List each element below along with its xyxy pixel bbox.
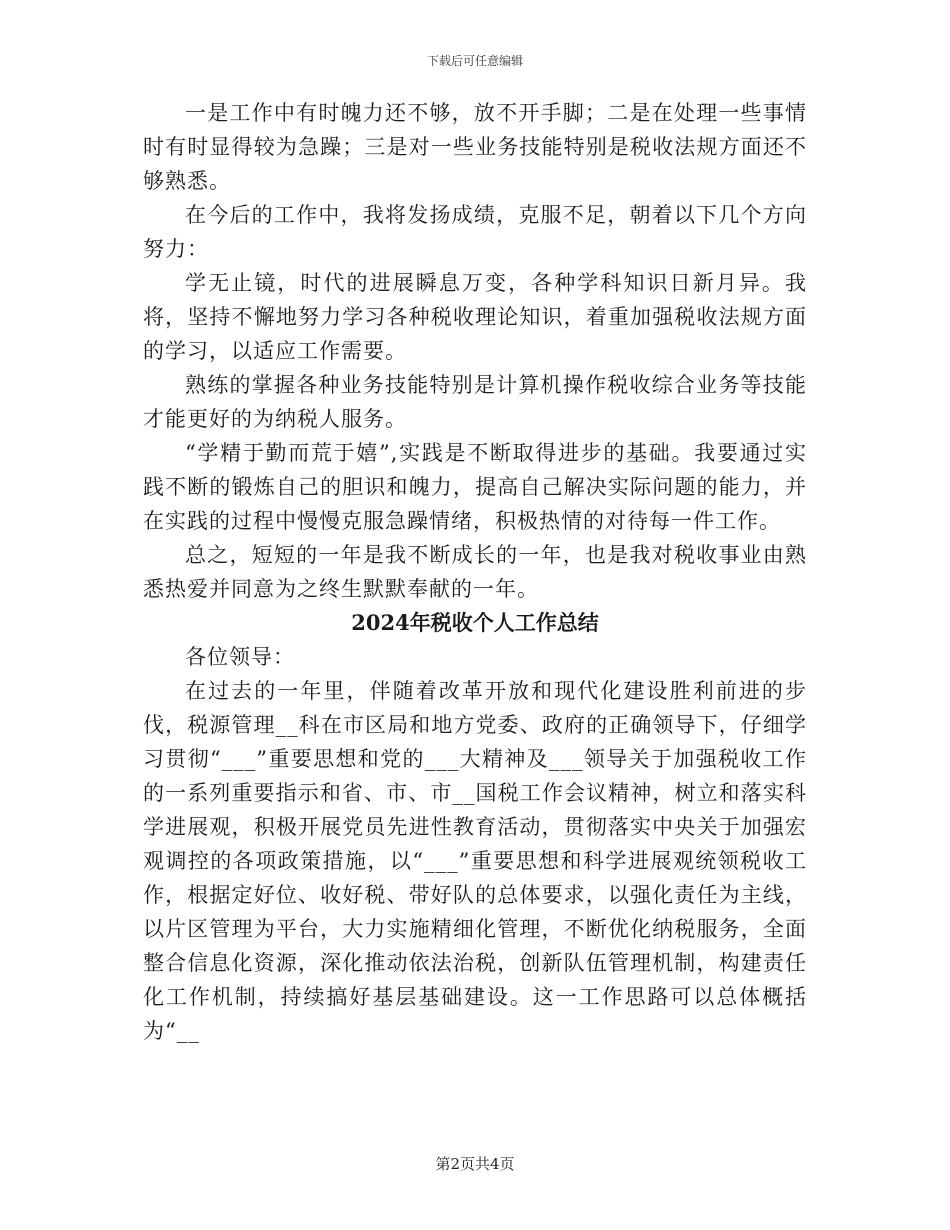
page-header: 下载后可任意编辑 xyxy=(426,54,523,68)
paragraph-shortcomings: 一是工作中有时魄力还不够，放不开手脚；二是在处理一些事情时有时显得较为急躁；三是对一些业务技能特别是税收法规方面还不够熟悉。 xyxy=(143,101,807,193)
section-title: 2024年税收个人工作总结 xyxy=(351,610,599,635)
paragraph-practice: “学精于勤而荒于嬉”,实践是不断取得进步的基础。我要通过实践不断的锻炼自己的胆识和魄力，提高自己解决实际问题的能力，并在实践的过程中慢慢克服急躁情绪，积极热情的对待每一件工作。 xyxy=(143,441,807,533)
paragraph-review: 在过去的一年里，伴随着改革开放和现代化建设胜利前进的步伐，税源管理__科在市区局和地方党委、政府的正确领导下，仔细学习贯彻“___”重要思想和党的___大精神及___领导关于加强税收工作的一系列重要指示和省、市、市__国税工作会议精神，树立和落实科学进展观，积极开展党员先进性教育活动，贯彻落实中央关于加强宏观调控的各项政策措施，以“___”重要思想和科学进展观统领税收工作，根据定好位、收好税、带好队的总体要求，以强化责任为主线，以片区管理为平台，大力实施精细化管理，不断优化纳税服务，全面整合信息化资源，深化推动依法治税，创新队伍管理机制，构建责任化工作机制，持续搞好基层基础建设。这一工作思路可以总体概括为“__ xyxy=(143,679,807,1043)
paragraph-future-direction: 在今后的工作中，我将发扬成绩，克服不足，朝着以下几个方向努力： xyxy=(143,203,807,261)
paragraph-study: 学无止镜，时代的进展瞬息万变，各种学科知识日新月异。我将，坚持不懈地努力学习各种税收理论知识，着重加强税收法规方面的学习，以适应工作需要。 xyxy=(143,271,807,363)
page-footer: 第2页共4页 xyxy=(435,1155,515,1173)
paragraph-skills: 熟练的掌握各种业务技能特别是计算机操作税收综合业务等技能才能更好的为纳税人服务。 xyxy=(143,373,807,431)
paragraph-conclusion: 总之，短短的一年是我不断成长的一年，也是我对税收事业由熟悉热爱并同意为之终生默默奉献的一年。 xyxy=(143,543,807,601)
salutation: 各位领导： xyxy=(185,645,295,669)
document-body xyxy=(143,96,807,1048)
